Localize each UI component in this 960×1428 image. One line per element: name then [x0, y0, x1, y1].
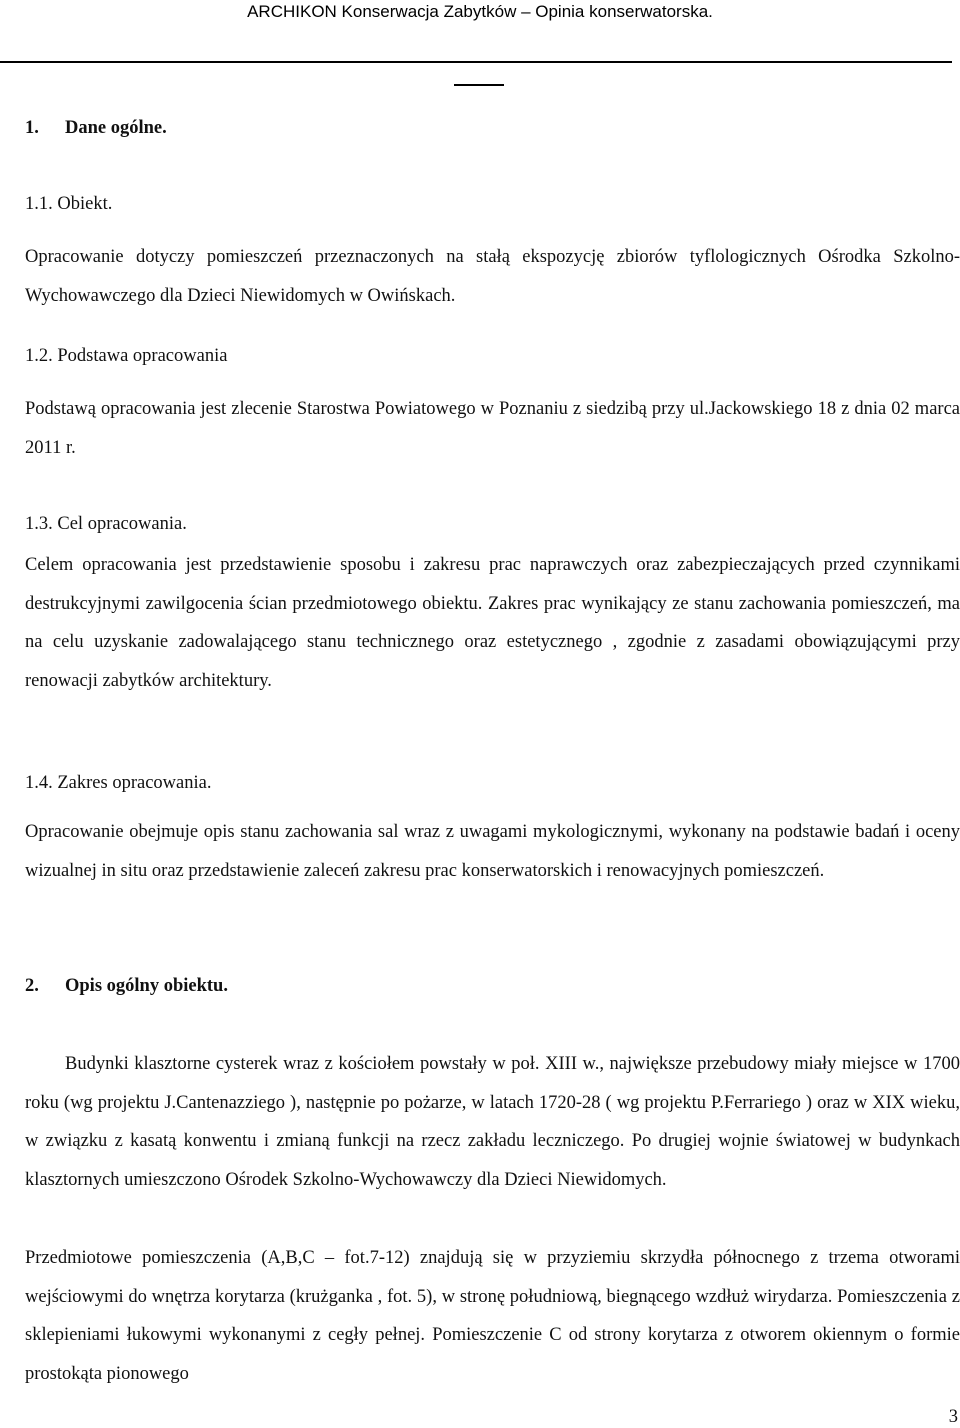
paragraph-obiekt: Opracowanie dotyczy pomieszczeń przeznaczonych na stałą ekspozycję zbiorów tyflologicznych Ośrodka Szkolno-Wychowawczego dla Dzieci Niewidomych w Owińskach. [25, 247, 960, 306]
paragraph-podstawa: Podstawą opracowania jest zlecenie Starostwa Powiatowego w Poznaniu z siedzibą przy ul.Jackowskiego 18 z dnia 02 marca 2011 r. [25, 399, 960, 458]
paragraph-zakres: Opracowanie obejmuje opis stanu zachowania sal wraz z uwagami mykologicznymi, wykonany na podstawie badań i oceny wizualnej in situ oraz przedstawienie zaleceń zakresu prac konserwatorskich i renowacyjnych pomieszczeń. [25, 822, 960, 881]
page-number: 3 [948, 1407, 958, 1427]
decorative-rule [454, 84, 504, 86]
section-heading-1 [25, 117, 960, 139]
header-rule [0, 61, 952, 63]
subsection-heading-1-1: 1.1. Obiekt. [25, 194, 113, 214]
running-header: ARCHIKON Konserwacja Zabytków – Opinia konserwatorska. [247, 2, 713, 21]
paragraph-opis-1: Budynki klasztorne cysterek wraz z kościołem powstały w poł. XIII w., największe przebudowy miały miejsce w 1700 roku (wg projektu J.Cantenazziego ), następnie po pożarze, w latach 1720-28 ( wg projektu P.Ferrariego ) oraz w XIX wieku, w związku z kasatą konwentu i zmianą funkcji na rzecz zakładu leczniczego. Po drugiej wojnie światowej w budynkach klasztornych umieszczono Ośrodek Szkolno-Wychowawczy dla Dzieci Niewidomych. [25, 1054, 960, 1190]
paragraph-cel: Celem opracowania jest przedstawienie sposobu i zakresu prac naprawczych oraz zabezpieczających przed czynnikami destrukcyjnymi zawilgocenia ścian przedmiotowego obiektu. Zakres prac wynikający ze stanu zachowania pomieszczeń, ma na celu uzyskanie zadowalającego stanu technicznego oraz estetycznego , zgodnie z zasadami obowiązującymi przy renowacji zabytków architektury. [25, 555, 960, 691]
subsection-heading-1-2: 1.2. Podstawa opracowania [25, 346, 228, 366]
section-title-1: Dane ogólne. [65, 118, 167, 138]
section-heading-2 [25, 975, 960, 997]
section-number-1: 1. [25, 118, 39, 138]
section-number-2: 2. [25, 976, 39, 996]
subsection-heading-1-4: 1.4. Zakres opracowania. [25, 773, 212, 793]
subsection-heading-1-3: 1.3. Cel opracowania. [25, 514, 187, 534]
paragraph-opis-2: Przedmiotowe pomieszczenia (A,B,C – fot.7-12) znajdują się w przyziemiu skrzydła północnego z trzema otworami wejściowymi do wnętrza korytarza (krużganka , fot. 5), w stronę południową, biegnącego wzdłuż wirydarza. Pomieszczenia z sklepieniami łukowymi wykonanymi z cegły pełnej. Pomieszczenie C od strony korytarza z otworem okiennym o formie prostokąta pionowego [25, 1248, 960, 1384]
section-title-2: Opis ogólny obiektu. [65, 976, 228, 996]
